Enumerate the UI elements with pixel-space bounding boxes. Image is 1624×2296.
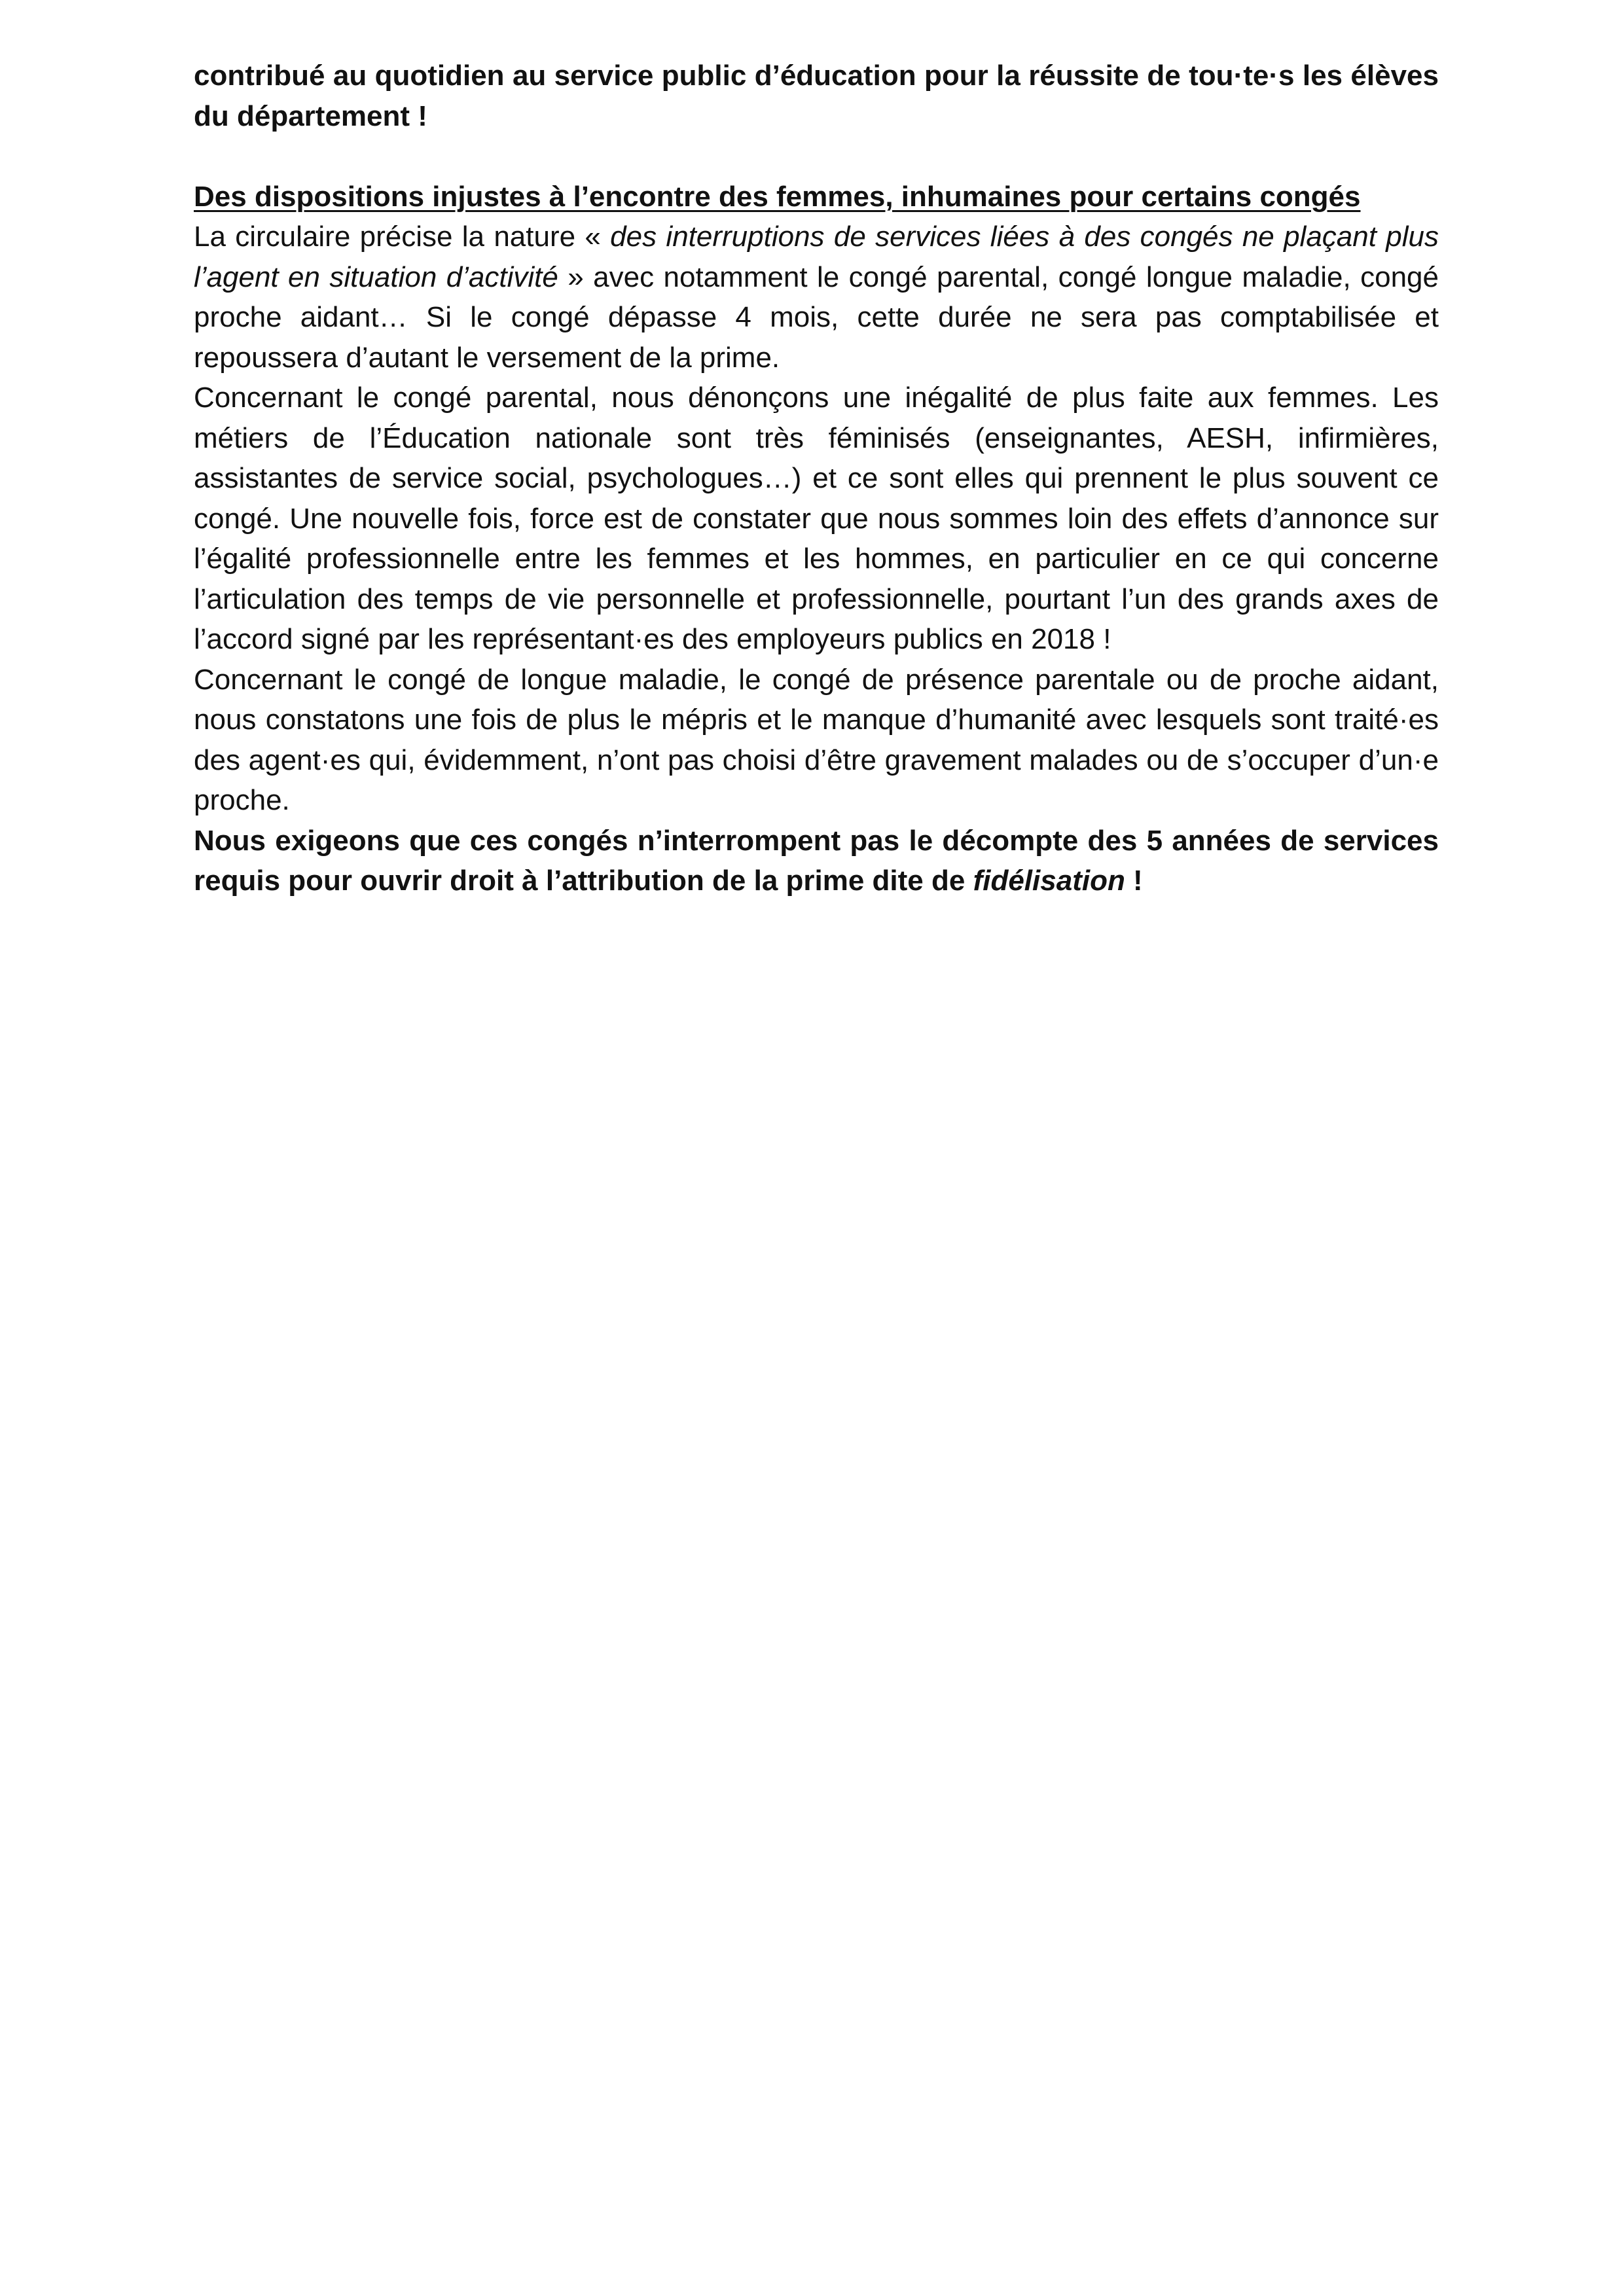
section-heading: Des dispositions injustes à l’encontre des femmes, inhumaines pour certains congés xyxy=(194,180,1361,213)
parental-leave-paragraph: Concernant le congé parental, nous dénonçons une inégalité de plus faite aux femmes. Les métiers de l’Éducation nationale sont très féminisés (enseignantes, AESH, infirmières, assistantes de service social, psychologues…) et ce sont elles qui prennent le plus souvent ce congé. Une nouvelle fois, force est de constater que nous sommes loin des effets d’annonce sur l’égalité professionnelle entre les femmes et les hommes, en particulier en ce qui concerne l’articulation des temps de vie personnelle et professionnelle, pourtant l’un des grands axes de l’accord signé par les représentant·es des employeurs publics en 2018 ! xyxy=(194,382,1439,655)
demand-text-tail: ! xyxy=(1125,865,1143,897)
document-body xyxy=(194,56,1439,901)
circular-text-tail: » avec notamment le congé parental, congé longue maladie, congé proche aidant… Si le congé dépasse 4 mois, cette durée ne sera pas comptabilisée et repoussera d’autant le versement de la prime. xyxy=(194,260,1439,374)
circular-text-lead: La circulaire précise la nature « xyxy=(194,221,611,253)
sick-leave-paragraph: Concernant le congé de longue maladie, le congé de présence parentale ou de proche aidant, nous constatons une fois de plus le mépris et le manque d’humanité avec lesquels sont traité·es des agent·es qui, évidemment, n’ont pas choisi d’être gravement malades ou de s’occuper d’un·e proche. xyxy=(194,663,1439,816)
intro-paragraph: contribué au quotidien au service public d’éducation pour la réussite de tou·te·s les élèves du département ! xyxy=(194,60,1439,132)
circular-quote: des interruptions de services liées à des congés ne plaçant plus l’agent en situation d’activité xyxy=(194,221,1439,293)
paragraph-spacer xyxy=(194,136,1439,177)
demand-paragraph xyxy=(194,821,1439,901)
demand-text-lead: Nous exigeons que ces congés n’interrompent pas le décompte des 5 années de services requis pour ouvrir droit à l’attribution de la prime dite de xyxy=(194,824,1439,897)
demand-emphasis: fidélisation xyxy=(973,865,1125,897)
circular-paragraph xyxy=(194,217,1439,378)
